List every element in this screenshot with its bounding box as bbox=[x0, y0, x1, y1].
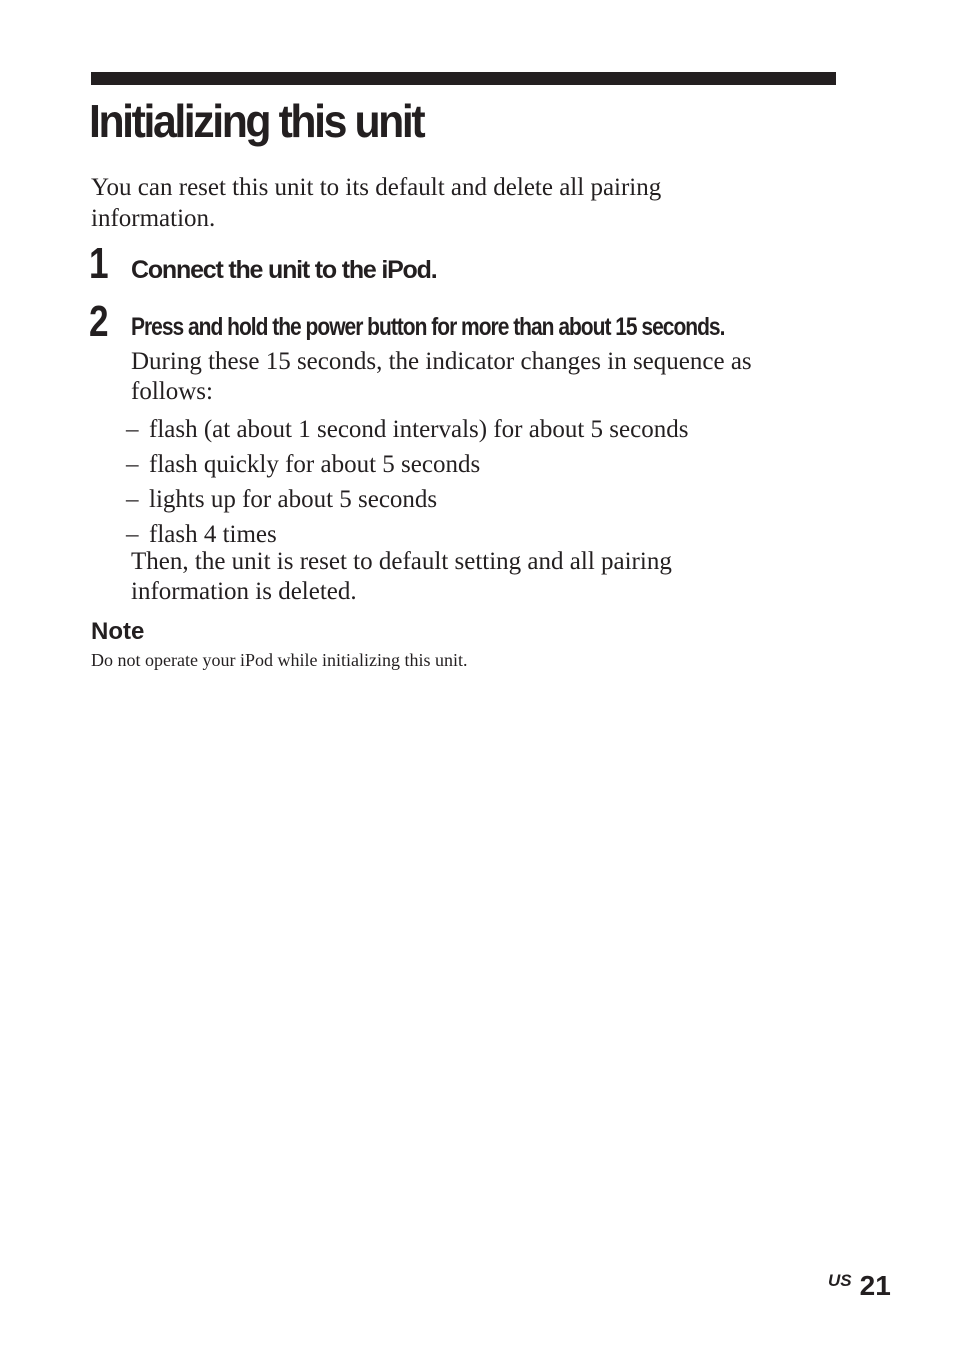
note-text: Do not operate your iPod while initializing this unit. bbox=[91, 650, 468, 670]
step-2-result: Then, the unit is reset to default setting and all pairing information is deleted. bbox=[131, 548, 672, 605]
note-heading: Note bbox=[91, 618, 145, 645]
region-label: US bbox=[828, 1271, 852, 1290]
step-1-number: 1 bbox=[89, 239, 109, 288]
page-title: Initializing this unit bbox=[89, 95, 424, 147]
bullet-dash: – bbox=[126, 451, 139, 478]
list-item bbox=[126, 447, 688, 482]
page-number: 21 bbox=[859, 1270, 891, 1301]
step-1-title: Connect the unit to the iPod. bbox=[131, 256, 437, 284]
bullet-dash: – bbox=[126, 521, 139, 548]
intro-paragraph: You can reset this unit to its default and delete all pairing information. bbox=[91, 174, 662, 232]
step-2-description: During these 15 seconds, the indicator changes in sequence as follows: bbox=[131, 348, 752, 405]
header-rule bbox=[91, 72, 836, 85]
indicator-sequence-list bbox=[126, 412, 688, 552]
list-item-text: flash quickly for about 5 seconds bbox=[149, 451, 481, 478]
step-2-title: Press and hold the power button for more than about 15 seconds. bbox=[131, 313, 725, 341]
list-item-text: flash 4 times bbox=[149, 521, 277, 548]
bullet-dash: – bbox=[126, 416, 139, 443]
list-item-text: flash (at about 1 second intervals) for about 5 seconds bbox=[149, 416, 689, 443]
step-2-number: 2 bbox=[89, 297, 109, 346]
list-item-text: lights up for about 5 seconds bbox=[149, 486, 438, 513]
list-item bbox=[126, 482, 688, 517]
bullet-dash: – bbox=[126, 486, 139, 513]
list-item bbox=[126, 412, 688, 447]
page-footer bbox=[828, 1268, 891, 1304]
